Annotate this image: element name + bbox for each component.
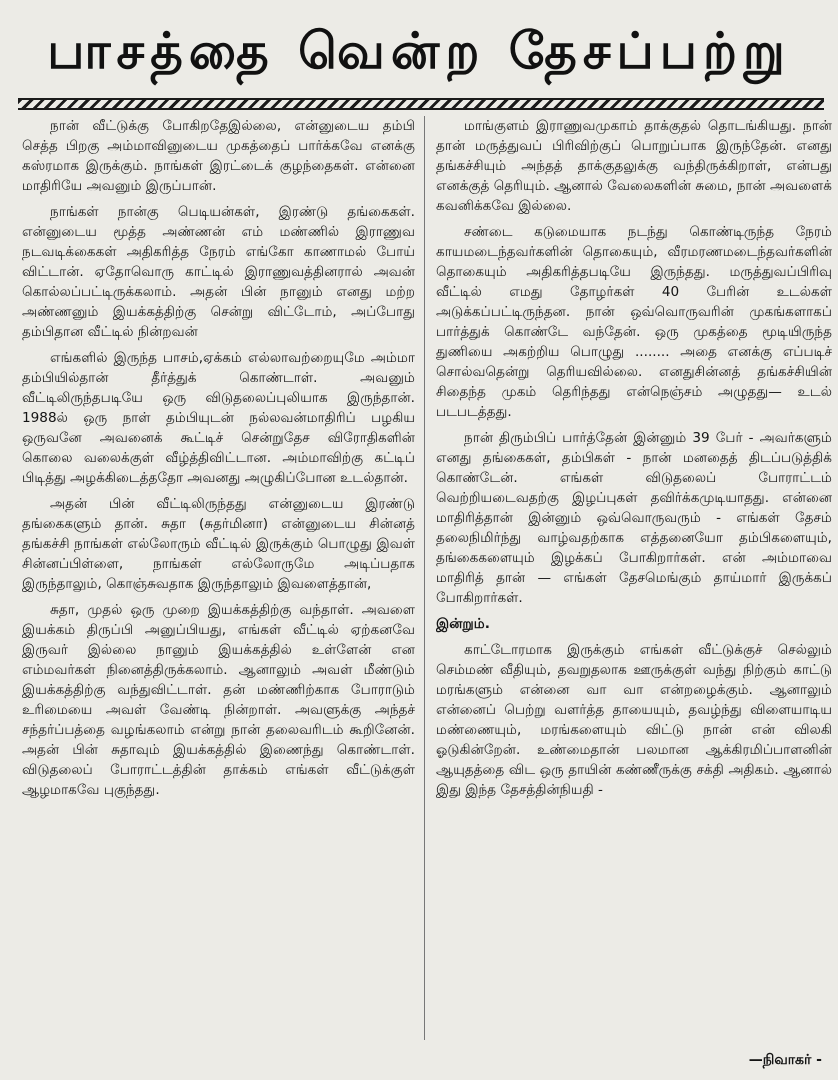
left-column — [22, 116, 415, 1074]
paragraph: நான் திரும்பிப் பார்த்தேன் இன்னும் 39 பேர் - அவர்களும் எனது தங்கைகள், தம்பிகள் - நான் மனதைத் திடப்படுத்திக் கொண்டேன். எங்கள் விடுதலைப் போராட்டம் வெற்றியடைவதற்கு இழப்புகள் தவிர்க்கமுடியாதது. என்னை மாதிரித்தான் இன்னும் ஒவ்வொருவரும் - எங்கள் தேசம் தலைநிமிர்ந்து வாழ்வதற்காக எத்தனையோ தம்பிகளையும், தங்கைகளையும் இழக்கப் போகிறார்கள். என் அம்மாவை மாதிரித் தான் — எங்கள் தேசமெங்கும் தாய்மார் இருக்கப் போகிறார்கள். — [436, 430, 832, 606]
paragraph: நாங்கள் நான்கு பெடியன்கள், இரண்டு தங்கைகள். என்னுடைய மூத்த அண்ணன் எம் மண்ணில் இராணுவ நடவடிக்கைகள் அதிகரித்த நேரம் எங்கோ காணாமல் போய் விட்டான். ஏதோவொரு காட்டில் இராணுவத்தினரால் அவன் கொல்லப்பட்டிருக்கலாம். அதன் பின் நானும் எனது மற்ற அண்ணனும் இயக்கத்திற்கு சென்று விட்டோம், அப்போது தம்பிதான வீட்டில் நின்றவன் — [22, 204, 415, 340]
paragraph: சண்டை கடுமையாக நடந்து கொண்டிருந்த நேரம் காயமடைந்தவர்களின் தொகையும், வீரமரணமடைந்தவர்களின் தொகையும் அதிகரித்தபடியே இருந்தது. மருத்துவப்பிரிவு வீட்டில் எமது தோழர்கள் 40 பேரின் உடல்கள் அடுக்கப்பட்டிருந்தன. நான் ஒவ்வொருவரின் முகங்களாகப் பார்த்துக் கொண்டே வந்தேன். ஒரு முகத்தை மூடியிருந்த துணியை அகற்றிய பொழுது ........ அதை எனக்கு எப்படிச் சொல்வதென்று தெரியவில்லை. எனதுசின்னத் தங்கச்சியின் சிதைந்த முகம் தெரிந்தது என்நெஞ்சம் அழுதது— உடல் படபடத்தது. — [436, 224, 832, 420]
right-column — [436, 116, 832, 1074]
byline: —நிவாகர் - — [748, 1052, 822, 1068]
column-divider — [424, 116, 425, 1040]
paragraph: அதன் பின் வீட்டிலிருந்தது என்னுடைய இரண்டு தங்கைகளும் தான். சுதா (சுதர்மினா) என்னுடைய சின்னத் தங்கச்சி நாங்கள் எல்லோரும் வீட்டில் இருக்கும் பொழுது இவள் சின்னப்பிள்ளை, நாங்கள் எல்லோருமே அடிப்பதாக இருந்தாலும், கொஞ்சுவதாக இருந்தாலும் இவளைத்தான், — [22, 496, 415, 592]
closing-paragraph: காட்டோரமாக இருக்கும் எங்கள் வீட்டுக்குச் செல்லும் செம்மண் வீதியும், தவறுதலாக ஊருக்குள் வந்து நிற்கும் காட்டு மரங்களும் என்னை வா வா என்றழைக்கும். ஆனாலும் என்னைப் பெற்று வளர்த்த தாயையும், தவழ்ந்து விளையாடிய மண்ணையும், மரங்களையும் விட்டு நான் என் விலகி ஓடுகின்றேன். உண்மைதான் பலமான ஆக்கிரமிப்பாளனின் ஆயுதத்தை விட ஒரு தாயின் கண்ணீருக்கு சக்தி அதிகம். ஆனால் இது இந்த தேசத்தின்நியதி - — [436, 642, 832, 798]
subheading: இன்றும். — [436, 616, 490, 632]
paragraph: சுதா, முதல் ஒரு முறை இயக்கத்திற்கு வந்தாள். அவளை இயக்கம் திருப்பி அனுப்பியது, எங்கள் வீட்டில் ஏற்கனவே இருவர் இல்லை நானும் இயக்கத்தில் உள்ளேன் என எம்மவர்கள் நினைத்திருக்கலாம். ஆனாலும் அவள் மீண்டும் இயக்கத்திற்கு வந்துவிட்டாள். தன் மண்ணிற்காக போராடும் உரிமையை அவள் வேண்டி நின்றாள். அவளுக்கு அந்தச் சந்தர்ப்பத்தை வழங்கலாம் என்று நான் தலைவரிடம் கூறினேன். அதன் பின் சுதாவும் இயக்கத்தில் இணைந்து கொண்டாள். விடுதலைப் போராட்டத்தின் தாக்கம் எங்கள் வீட்டுக்குள் ஆழமாகவே புகுந்தது. — [22, 602, 415, 798]
paragraph: நான் வீட்டுக்கு போகிறதேஇல்லை, என்னுடைய தம்பி செத்த பிறகு அம்மாவினுடைய முகத்தைப் பார்க்கவே எனக்கு கஸ்ரமாக இருக்கும். நாங்கள் இரட்டைக் குழந்தைகள். என்னை மாதிரியே அவனும் இருப்பான். — [22, 118, 415, 194]
decorative-rule — [18, 98, 824, 110]
paragraph: எங்களில் இருந்த பாசம்,ஏக்கம் எல்லாவற்றையுமே அம்மா தம்பியில்தான் தீர்த்துக் கொண்டாள். அவனும் வீட்டிலிருந்தபடியே ஒரு விடுதலைப்புலியாக இருந்தான். 1988ல் ஒரு நாள் தம்பியுடன் நல்லவன்மாதிரிப் பழகிய ஒருவனே அவனைக் கூட்டிச் சென்றுதேச விரோதிகளின் கொலை வலைக்குள் வீழ்த்திவிட்டான. அம்மாவிற்கு கட்டிப் பிடித்து அழக்கிடைத்ததோ அவனது அழுகிப்போன உடல்தான். — [22, 350, 415, 486]
article-headline: பாசத்தை வென்ற தேசப்பற்று — [47, 21, 791, 80]
paragraph: மாங்குளம் இராணுவமுகாம் தாக்குதல் தொடங்கியது. நான் தான் மருத்துவப் பிரிவிற்குப் பொறுப்பாக இருந்தேன். எனது தங்கச்சியும் அந்தத் தாக்குதலுக்கு வந்திருக்கிறாள், என்பது எனக்குத் தெரியும். ஆனால் வேலைகளின் சுமை, நான் அவளைக் கவனிக்கவே இல்லை. — [436, 118, 832, 214]
